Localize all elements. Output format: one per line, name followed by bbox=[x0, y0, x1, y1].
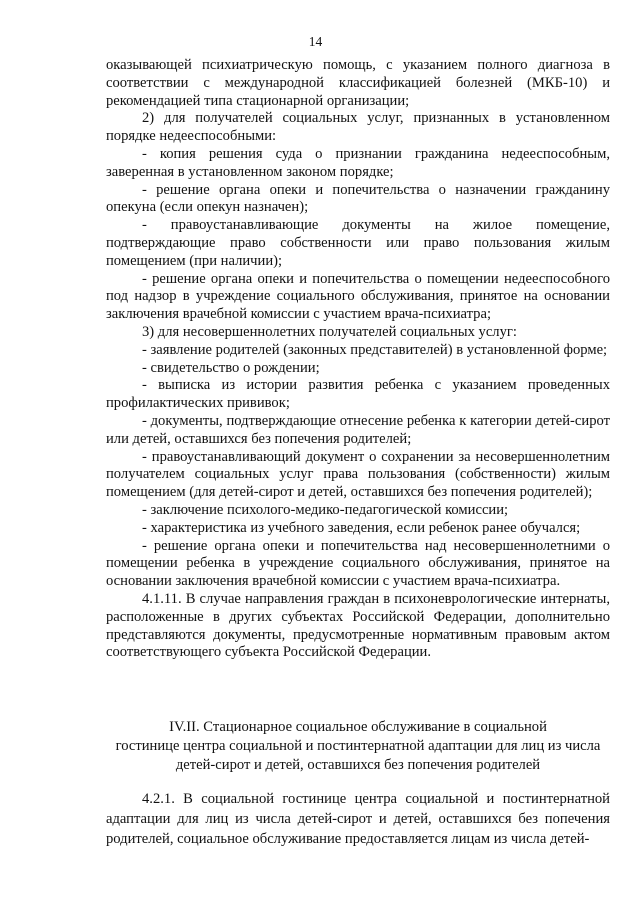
section-heading-line: гостинице центра социальной и постинтернатной адаптации для лиц из числа bbox=[115, 738, 601, 754]
section-heading-line: IV.II. Стационарное социальное обслуживание в социальной bbox=[169, 719, 547, 735]
list-item-housing-documents: - правоустанавливающие документы на жилое помещение, подтверждающие право собственности или право пользования жилым помещением (при наличии); bbox=[106, 217, 610, 269]
list-item-guardianship-placement-decision: - решение органа опеки и попечительства над несовершеннолетними о помещении ребенка в учреждение социального обслуживания, принятое на основании заключения врачебной комиссии с участием врача-психиатра. bbox=[106, 537, 610, 590]
list-item-supervision-decision: - решение органа опеки и попечительства о помещении недееспособного под надзор в учреждение социального обслуживания, принятое на основании заключения врачебной комиссии с участием врача-психиатра; bbox=[106, 270, 610, 323]
paragraph-minors-header: 3) для несовершеннолетних получателей социальных услуг: bbox=[142, 323, 517, 340]
list-item-school-reference: - характеристика из учебного заведения, если ребенок ранее обучался; bbox=[142, 519, 581, 536]
list-item-guardian-appointment: - решение органа опеки и попечительства о назначении гражданину опекуна (если опекун назначен); bbox=[106, 181, 610, 216]
list-item-housing-rights-document: - правоустанавливающий документ о сохранении за несовершеннолетним получателем социальных услуг права пользования (собственности) жилым помещением (для детей-сирот и детей, оставшихся без попечения родителей); bbox=[106, 448, 610, 501]
list-item-vaccination-record: - выписка из истории развития ребенка с указанием проведенных профилактических прививок; bbox=[106, 377, 610, 412]
list-item-pmpk-conclusion: - заключение психолого-медико-педагогической комиссии; bbox=[142, 501, 509, 518]
section-heading bbox=[106, 718, 610, 775]
paragraph-4-2-1: 4.2.1. В социальной гостинице центра социальной и постинтернатной адаптации для лиц из числа детей-сирот и детей, оставшихся без попечения родителей, социальное обслуживание предоставляется лицам из числа детей- bbox=[106, 791, 610, 847]
page-number: 14 bbox=[308, 34, 323, 49]
paragraph-diagnosis-continuation: оказывающей психиатрическую помощь, с указанием полного диагноза в соответствии с международной классификацией болезней (МКБ-10) и рекомендацией типа стационарной организации; bbox=[106, 57, 610, 109]
paragraph-incapacitated-header: 2) для получателей социальных услуг, признанных в установленном порядке недееспособными: bbox=[106, 110, 610, 145]
list-item-court-decision: - копия решения суда о признании гражданина недееспособным, заверенная в установленном законом порядке; bbox=[106, 145, 610, 180]
list-item-orphan-status-documents: - документы, подтверждающие отнесение ребенка к категории детей-сирот или детей, оставшихся без попечения родителей; bbox=[106, 412, 610, 447]
list-item-birth-certificate: - свидетельство о рождении; bbox=[142, 359, 320, 376]
list-item-parents-application: - заявление родителей (законных представителей) в установленной форме; bbox=[142, 341, 608, 358]
section-body bbox=[106, 789, 610, 849]
section-heading-line: детей-сирот и детей, оставшихся без попечения родителей bbox=[175, 757, 541, 773]
document-body bbox=[106, 57, 610, 662]
paragraph-4-1-11: 4.1.11. В случае направления граждан в психоневрологические интернаты, расположенные в других субъектах Российской Федерации, дополнительно представляются документы, предусмотренные нормативным правовым актом соответствующего субъекта Российской Федерации. bbox=[106, 590, 610, 661]
